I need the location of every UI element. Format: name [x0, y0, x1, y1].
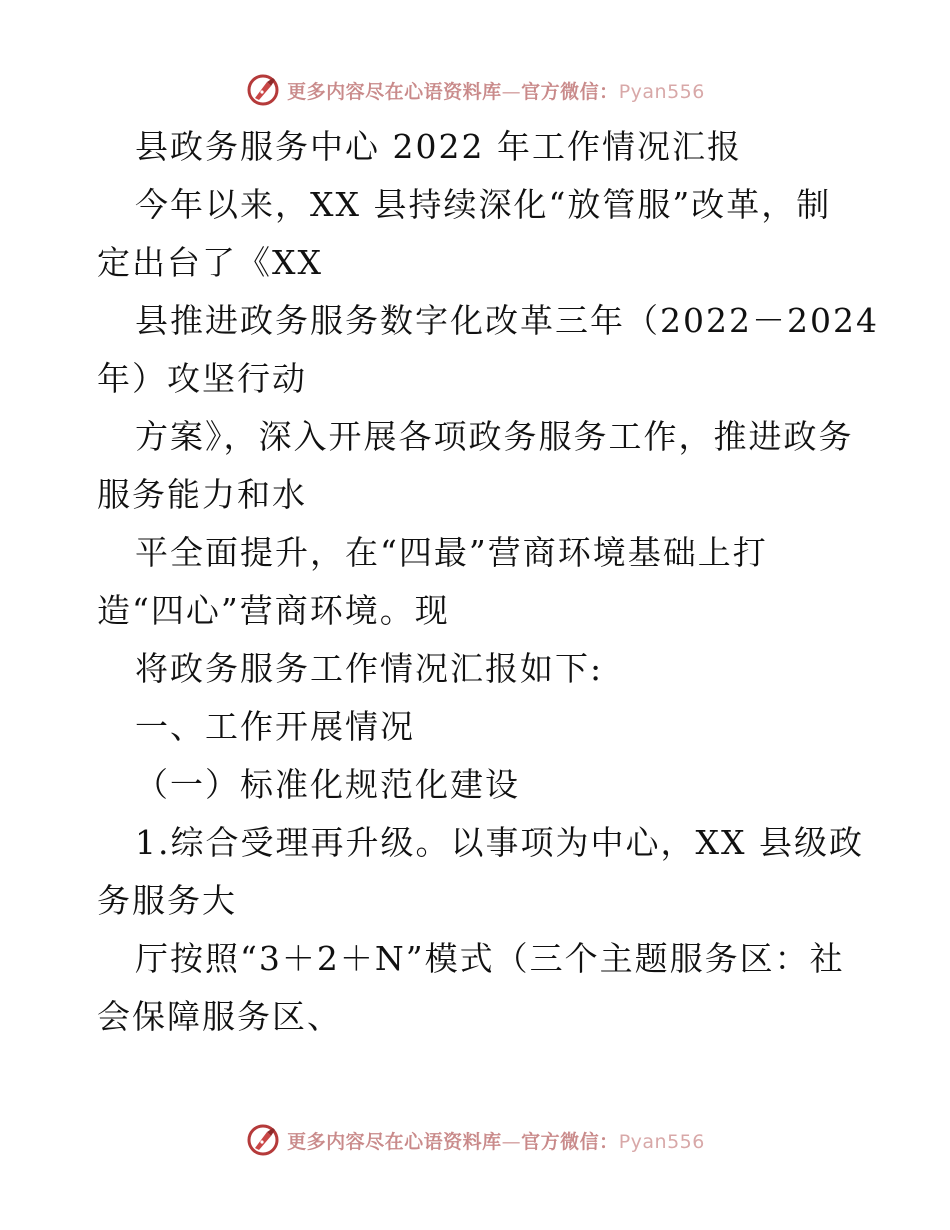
watermark-wechat-label: 官方微信：	[521, 80, 619, 103]
subsection-heading: （一）标准化规范化建设	[135, 765, 520, 804]
watermark-text	[287, 77, 705, 104]
paragraph-line: 造“四心”营商环境。现	[97, 591, 450, 630]
watermark-footer	[0, 1120, 950, 1160]
document-body	[97, 118, 879, 1046]
paragraph-line: 今年以来，XX 县持续深化“放管服”改革，制	[135, 185, 832, 224]
paragraph-line: 务服务大	[97, 881, 237, 920]
watermark-wechat-label: 官方微信：	[521, 1130, 619, 1153]
watermark-main-text: 更多内容尽在心语资料库	[287, 80, 502, 103]
paragraph-line: 县推进政务服务数字化改革三年（2022－2024	[135, 301, 879, 340]
paragraph-line: 平全面提升，在“四最”营商环境基础上打	[135, 533, 768, 572]
pen-nib-logo-icon	[245, 72, 281, 108]
watermark-dash: —	[501, 80, 522, 103]
section-heading: 一、工作开展情况	[135, 707, 415, 746]
paragraph-line: 将政务服务工作情况汇报如下:	[135, 649, 604, 688]
watermark-header	[0, 70, 950, 110]
paragraph-line: 1.综合受理再升级。以事项为中心，XX 县级政	[135, 823, 864, 862]
watermark-wechat-id: Pyan556	[618, 1130, 705, 1153]
paragraph-line: 服务能力和水	[97, 475, 307, 514]
paragraph-line: 年）攻坚行动	[97, 359, 307, 398]
document-title: 县政务服务中心 2022 年工作情况汇报	[135, 127, 742, 166]
paragraph-line: 定出台了《XX	[97, 243, 323, 282]
watermark-wechat-id: Pyan556	[618, 80, 705, 103]
watermark-main-text: 更多内容尽在心语资料库	[287, 1130, 502, 1153]
paragraph-line: 会保障服务区、	[97, 997, 342, 1036]
watermark-text	[287, 1127, 705, 1154]
paragraph-line: 厅按照“3＋2＋N”模式（三个主题服务区：社	[135, 939, 845, 978]
paragraph-line: 方案》，深入开展各项政务服务工作，推进政务	[135, 417, 854, 456]
watermark-dash: —	[501, 1130, 522, 1153]
pen-nib-logo-icon	[245, 1122, 281, 1158]
